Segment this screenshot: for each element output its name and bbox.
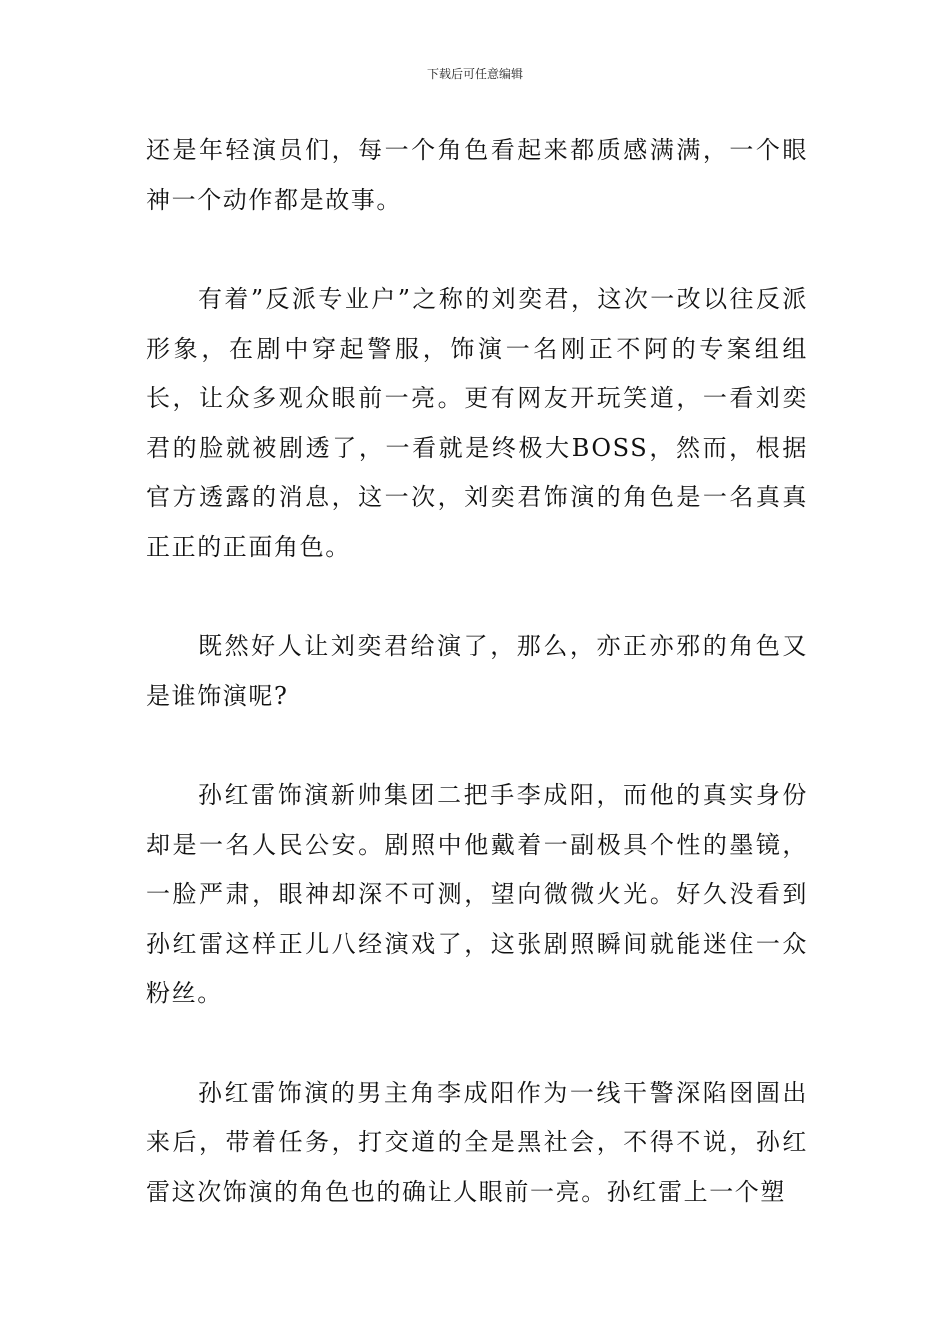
paragraph-spacer — [146, 572, 808, 622]
paragraph-1: 还是年轻演员们，每一个角色看起来都质感满满，一个眼神一个动作都是故事。 — [146, 136, 808, 214]
paragraph-2: 有着”反派专业户”之称的刘奕君，这次一改以往反派形象，在剧中穿起警服，饰演一名刚正不阿的专案组组长，让众多观众眼前一亮。更有网友开玩笑道，一看刘奕君的脸就被剧透了，一看就是终极大BOSS，然而，根据官方透露的消息，这一次，刘奕君饰演的角色是一名真真正正的正面角色。 — [146, 285, 808, 561]
paragraph-spacer — [146, 721, 808, 771]
paragraph-spacer — [146, 225, 808, 275]
document-body — [146, 126, 808, 1217]
paragraph-spacer — [146, 1019, 808, 1069]
paragraph-3: 既然好人让刘奕君给演了，那么，亦正亦邪的角色又是谁饰演呢? — [146, 632, 808, 710]
page-header: 下载后可任意编辑 — [426, 67, 523, 81]
paragraph-4: 孙红雷饰演新帅集团二把手李成阳，而他的真实身份却是一名人民公安。剧照中他戴着一副极具个性的墨镜，一脸严肃，眼神却深不可测，望向微微火光。好久没看到孙红雷这样正儿八经演戏了，这张剧照瞬间就能迷住一众粉丝。 — [146, 781, 808, 1007]
paragraph-5: 孙红雷饰演的男主角李成阳作为一线干警深陷囹圄出来后，带着任务，打交道的全是黑社会，不得不说，孙红雷这次饰演的角色也的确让人眼前一亮。孙红雷上一个塑 — [146, 1078, 808, 1206]
